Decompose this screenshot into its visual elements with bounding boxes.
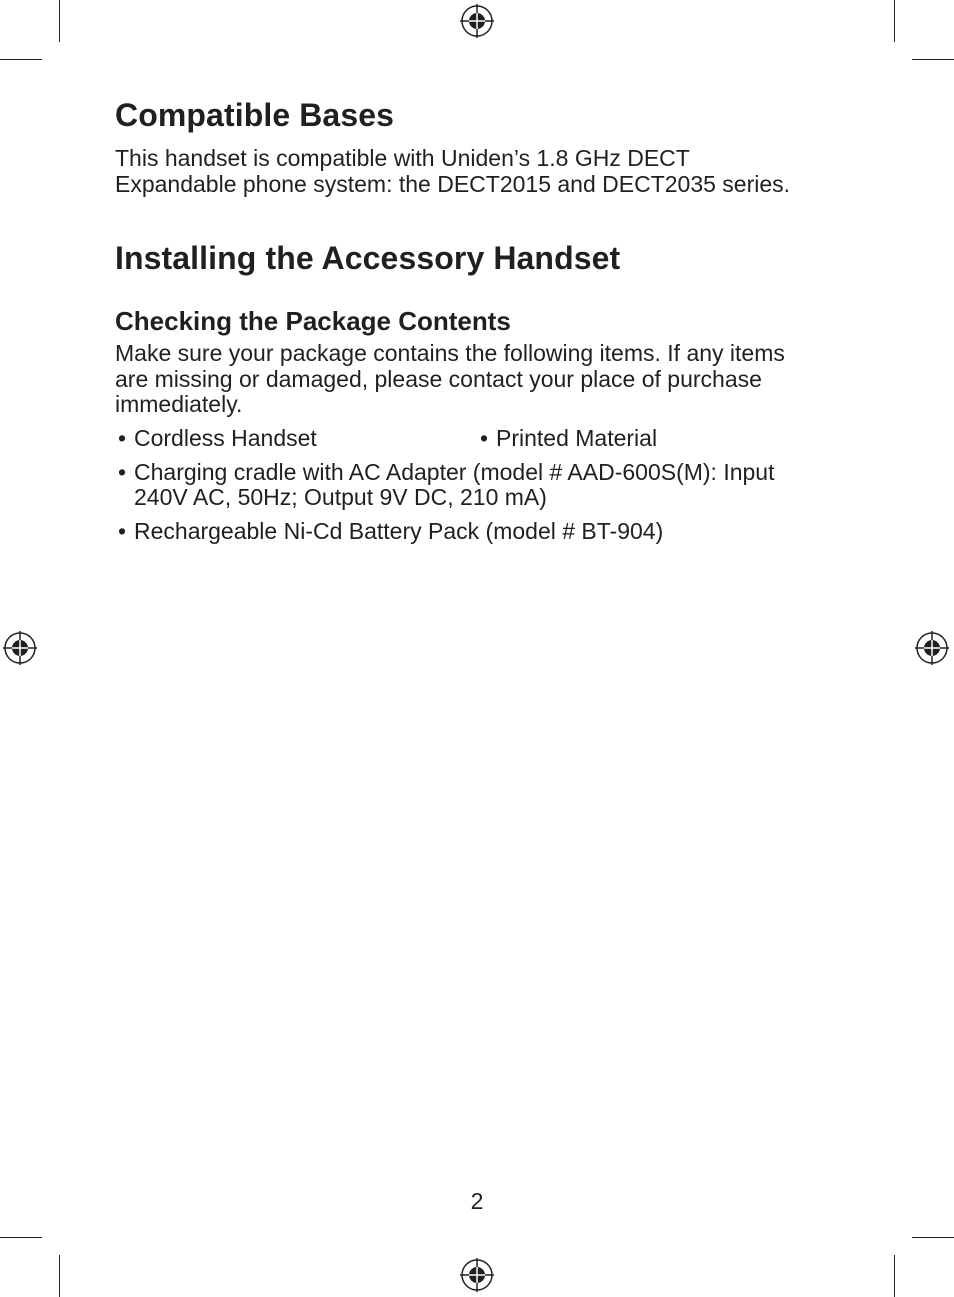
crop-mark [0,59,42,60]
package-contents-subheading: Checking the Package Contents [115,306,511,336]
list-item [480,426,657,451]
crop-mark [912,59,954,60]
registration-mark-icon [915,631,949,665]
package-items-row [118,426,815,451]
list-item [118,460,815,510]
list-item [118,426,480,451]
crop-mark [894,0,895,42]
crop-mark [0,1237,42,1238]
bullet: • [118,424,127,451]
crop-mark [59,1255,60,1297]
bullet: • [480,424,489,451]
registration-mark-icon [3,631,37,665]
item-printed-material: Printed Material [496,424,658,451]
crop-mark [59,0,60,42]
crop-mark [894,1255,895,1297]
item-cordless-handset: Cordless Handset [134,424,317,451]
registration-mark-icon [460,4,494,38]
compatible-bases-paragraph: This handset is compatible with Uniden’s 1.8 GHz DECT Expandable phone system: the DECT2015 and DECT2035 series. [115,145,791,197]
bullet: • [118,458,127,485]
package-contents-paragraph: Make sure your package contains the following items. If any items are missing or damaged, please contact your place of purchase immediately. [115,340,785,417]
page-content [115,96,815,553]
installing-heading: Installing the Accessory Handset [115,240,621,276]
crop-mark [912,1237,954,1238]
list-item [118,519,815,544]
item-charging-cradle: Charging cradle with AC Adapter (model # AAD-600S(M): Input 240V AC, 50Hz; Output 9V DC, 210 mA) [134,458,775,510]
page-number: 2 [470,1188,484,1214]
package-items-list [115,460,815,544]
registration-mark-icon [460,1258,494,1292]
bullet: • [118,517,127,544]
compatible-bases-heading: Compatible Bases [115,97,395,133]
item-battery-pack: Rechargeable Ni-Cd Battery Pack (model # BT-904) [134,517,664,544]
